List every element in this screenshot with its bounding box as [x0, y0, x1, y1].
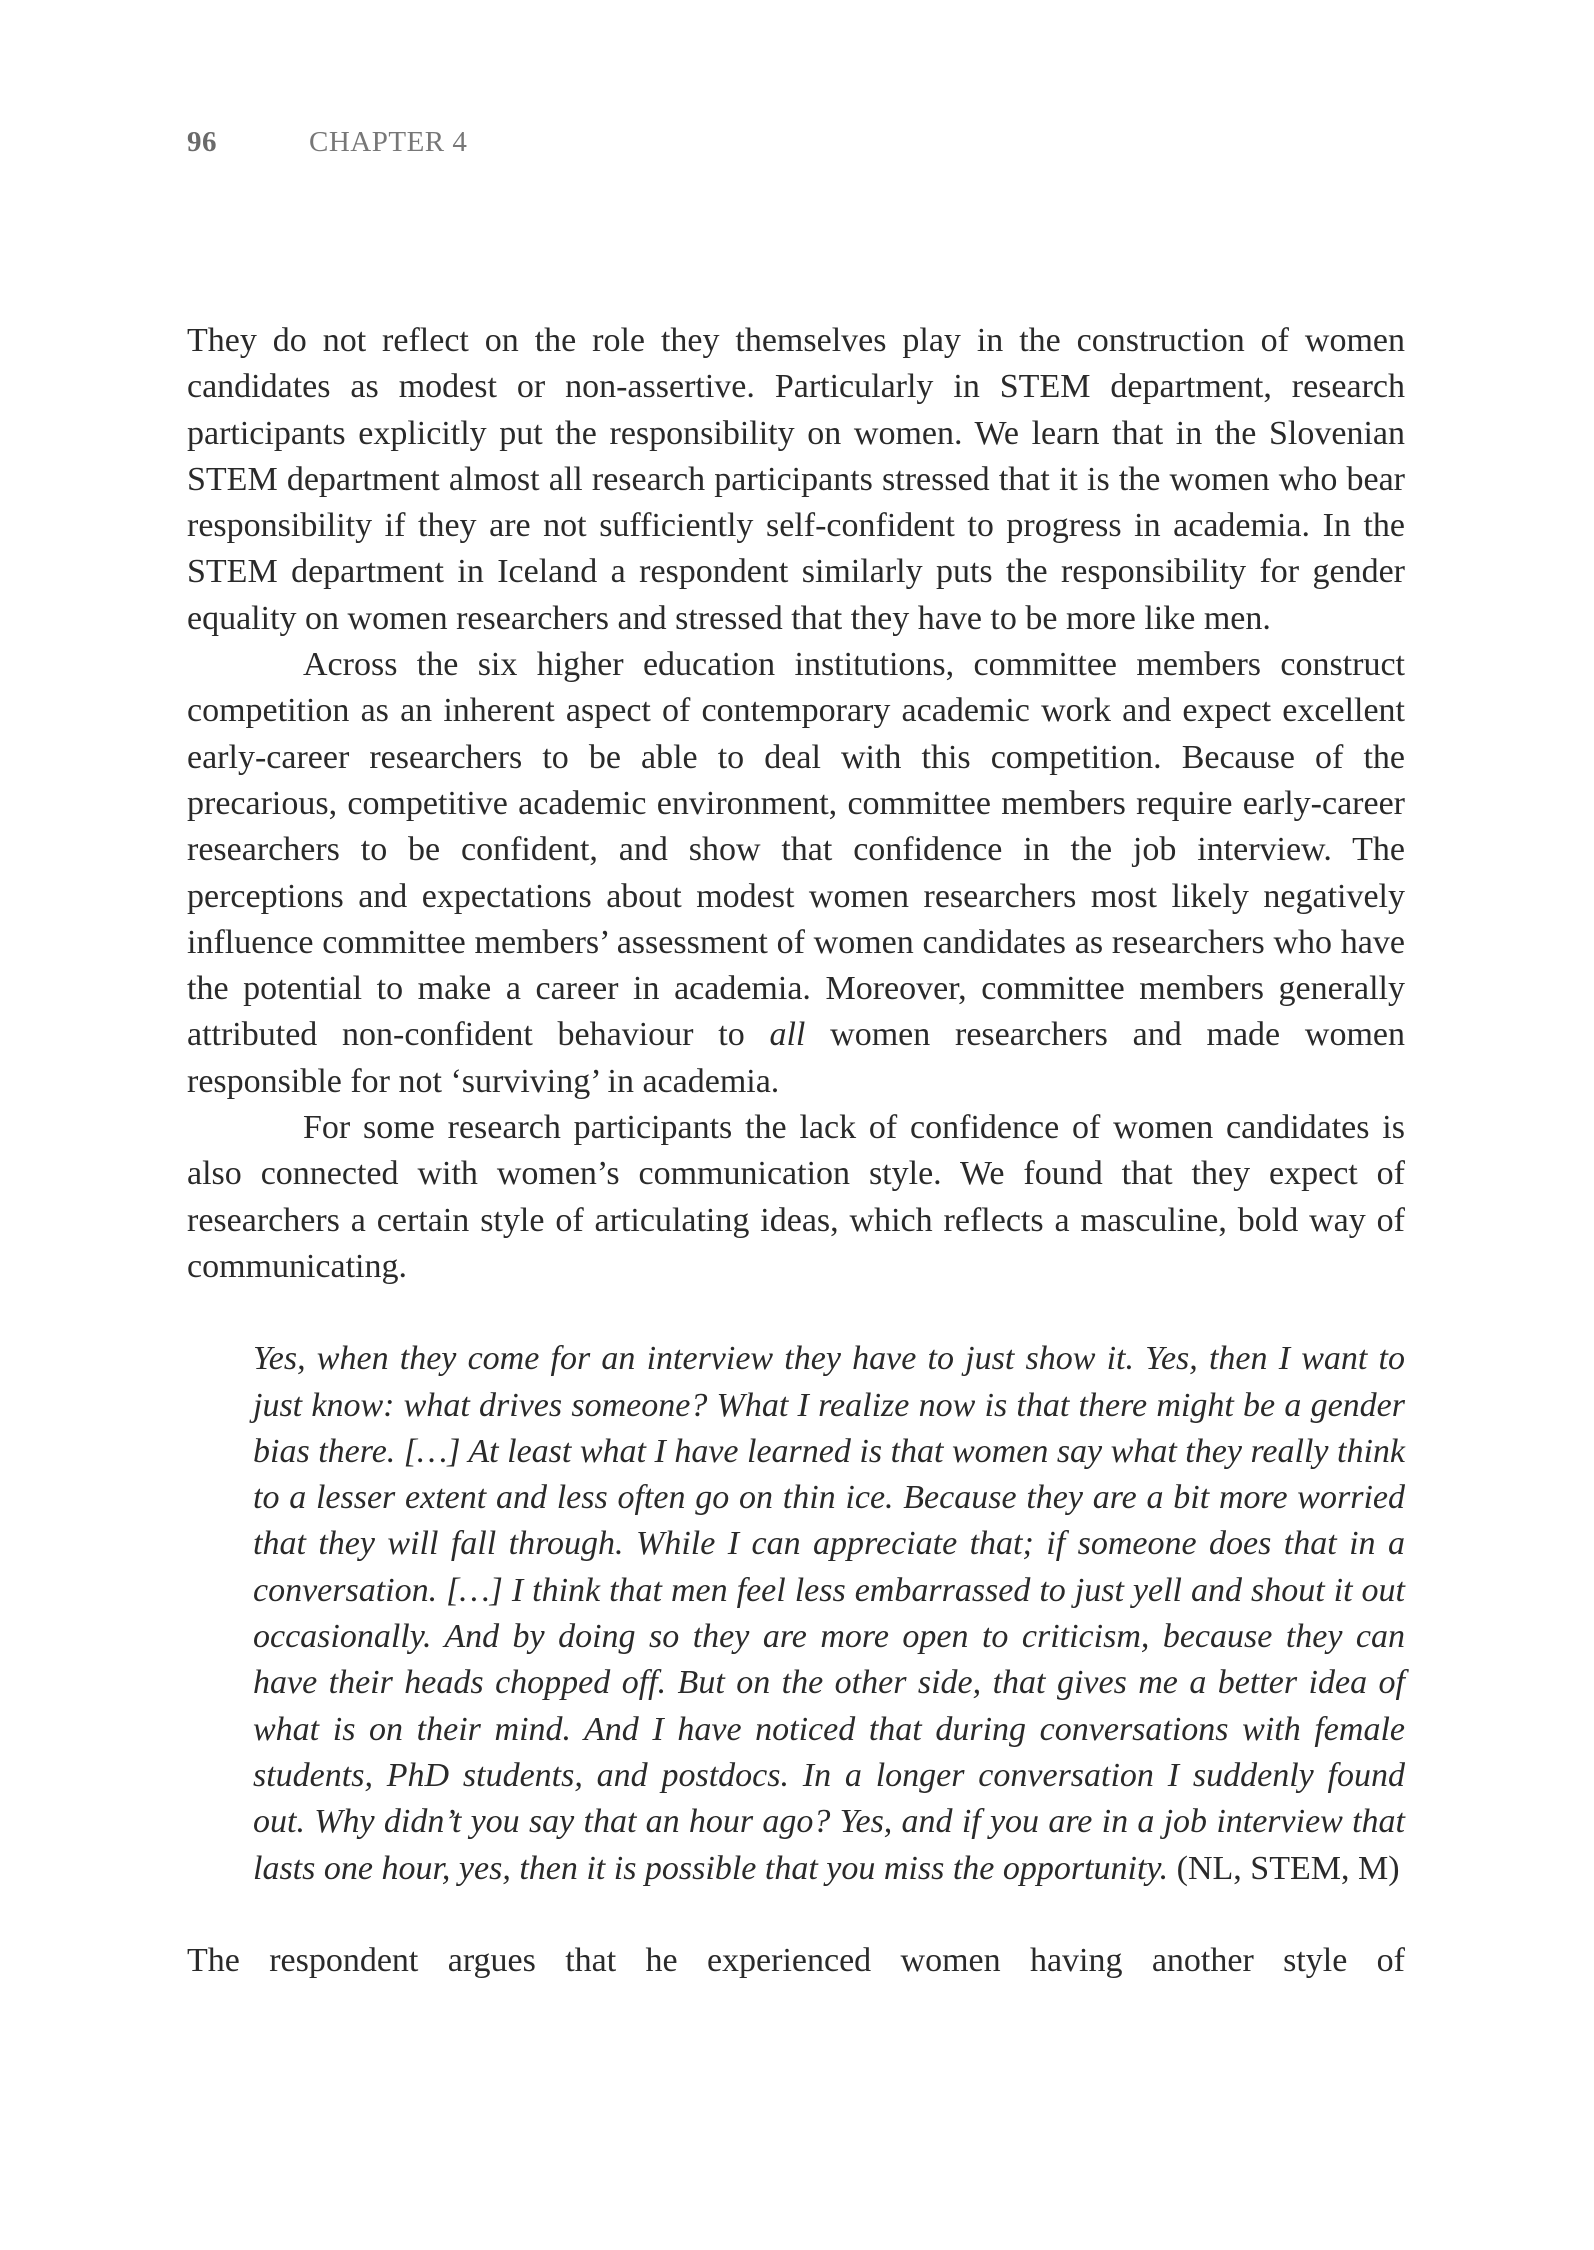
- paragraph-1: They do not reflect on the role they themselves play in the construction of women candidates as modest or non-assertive. Particularly in STEM department, research participants explicitly put the responsibility on women. We learn that in the Slovenian STEM department almost all research participants stressed that it is the women who bear responsibility if they are not sufficiently self-confident to progress in academia. In the STEM department in Iceland a respondent similarly puts the responsibility for gender equality on women researchers and stressed that they have to be more like men.: [187, 322, 1405, 637]
- chapter-label: CHAPTER 4: [309, 126, 468, 158]
- emphasis-all: all: [769, 1016, 806, 1054]
- paragraph-2: [187, 642, 1405, 1105]
- paragraph-4: The respondent argues that he experienced women having another style of: [187, 1941, 1405, 1979]
- quote-text: Yes, when they come for an interview they have to just show it. Yes, then I want to just know: what drives someone? What I realize now is that there might be a gender bias there. […] At least what I have learned is that women say what they really think to a lesser extent and less often go on thin ice. Because they are a bit more worried that they will fall through. While I can appreciate that; if someone does that in a conversation. […] I think that men feel less embarrassed to just yell and shout it out occasionally. And by doing so they are more open to criticism, because they can have their heads chopped off. But on the other side, that gives me a better idea of what is on their mind. And I have noticed that during conversations with female students, PhD students, and postdocs. In a longer conversation I suddenly found out. Why didn’t you say that an hour ago? Yes, and if you are in a job interview that lasts one hour, yes, then it is possible that you miss the opportunity.: [253, 1340, 1405, 1887]
- page-number: 96: [187, 126, 217, 158]
- paragraph-2-text-start: Across the six higher education institutions, committee members construct competition as an inherent aspect of contemporary academic work and expect excellent early-career researchers to be able to deal with this competition. Because of the precarious, competitive academic environment, committee members require early-career researchers to be confident, and show that confidence in the job interview. The perceptions and expectations about modest women researchers most likely negatively influence committee members’ assessment of women candidates as researchers who have the potential to make a career in academia. Moreover, committee members generally attributed non-confident behaviour to: [187, 646, 1405, 1054]
- body-text: [187, 318, 1405, 1984]
- running-head: [187, 126, 467, 159]
- quote-citation: (NL, STEM, M): [1176, 1849, 1400, 1887]
- block-quote: [253, 1336, 1405, 1892]
- paragraph-2-text-end: women researchers and made women responsible for not ‘surviving’ in academia.: [187, 1016, 1405, 1100]
- paragraph-3: For some research participants the lack of confidence of women candidates is also connected with women’s communication style. We found that they expect of researchers a certain style of articulating ideas, which reflects a masculine, bold way of communicating.: [187, 1109, 1405, 1285]
